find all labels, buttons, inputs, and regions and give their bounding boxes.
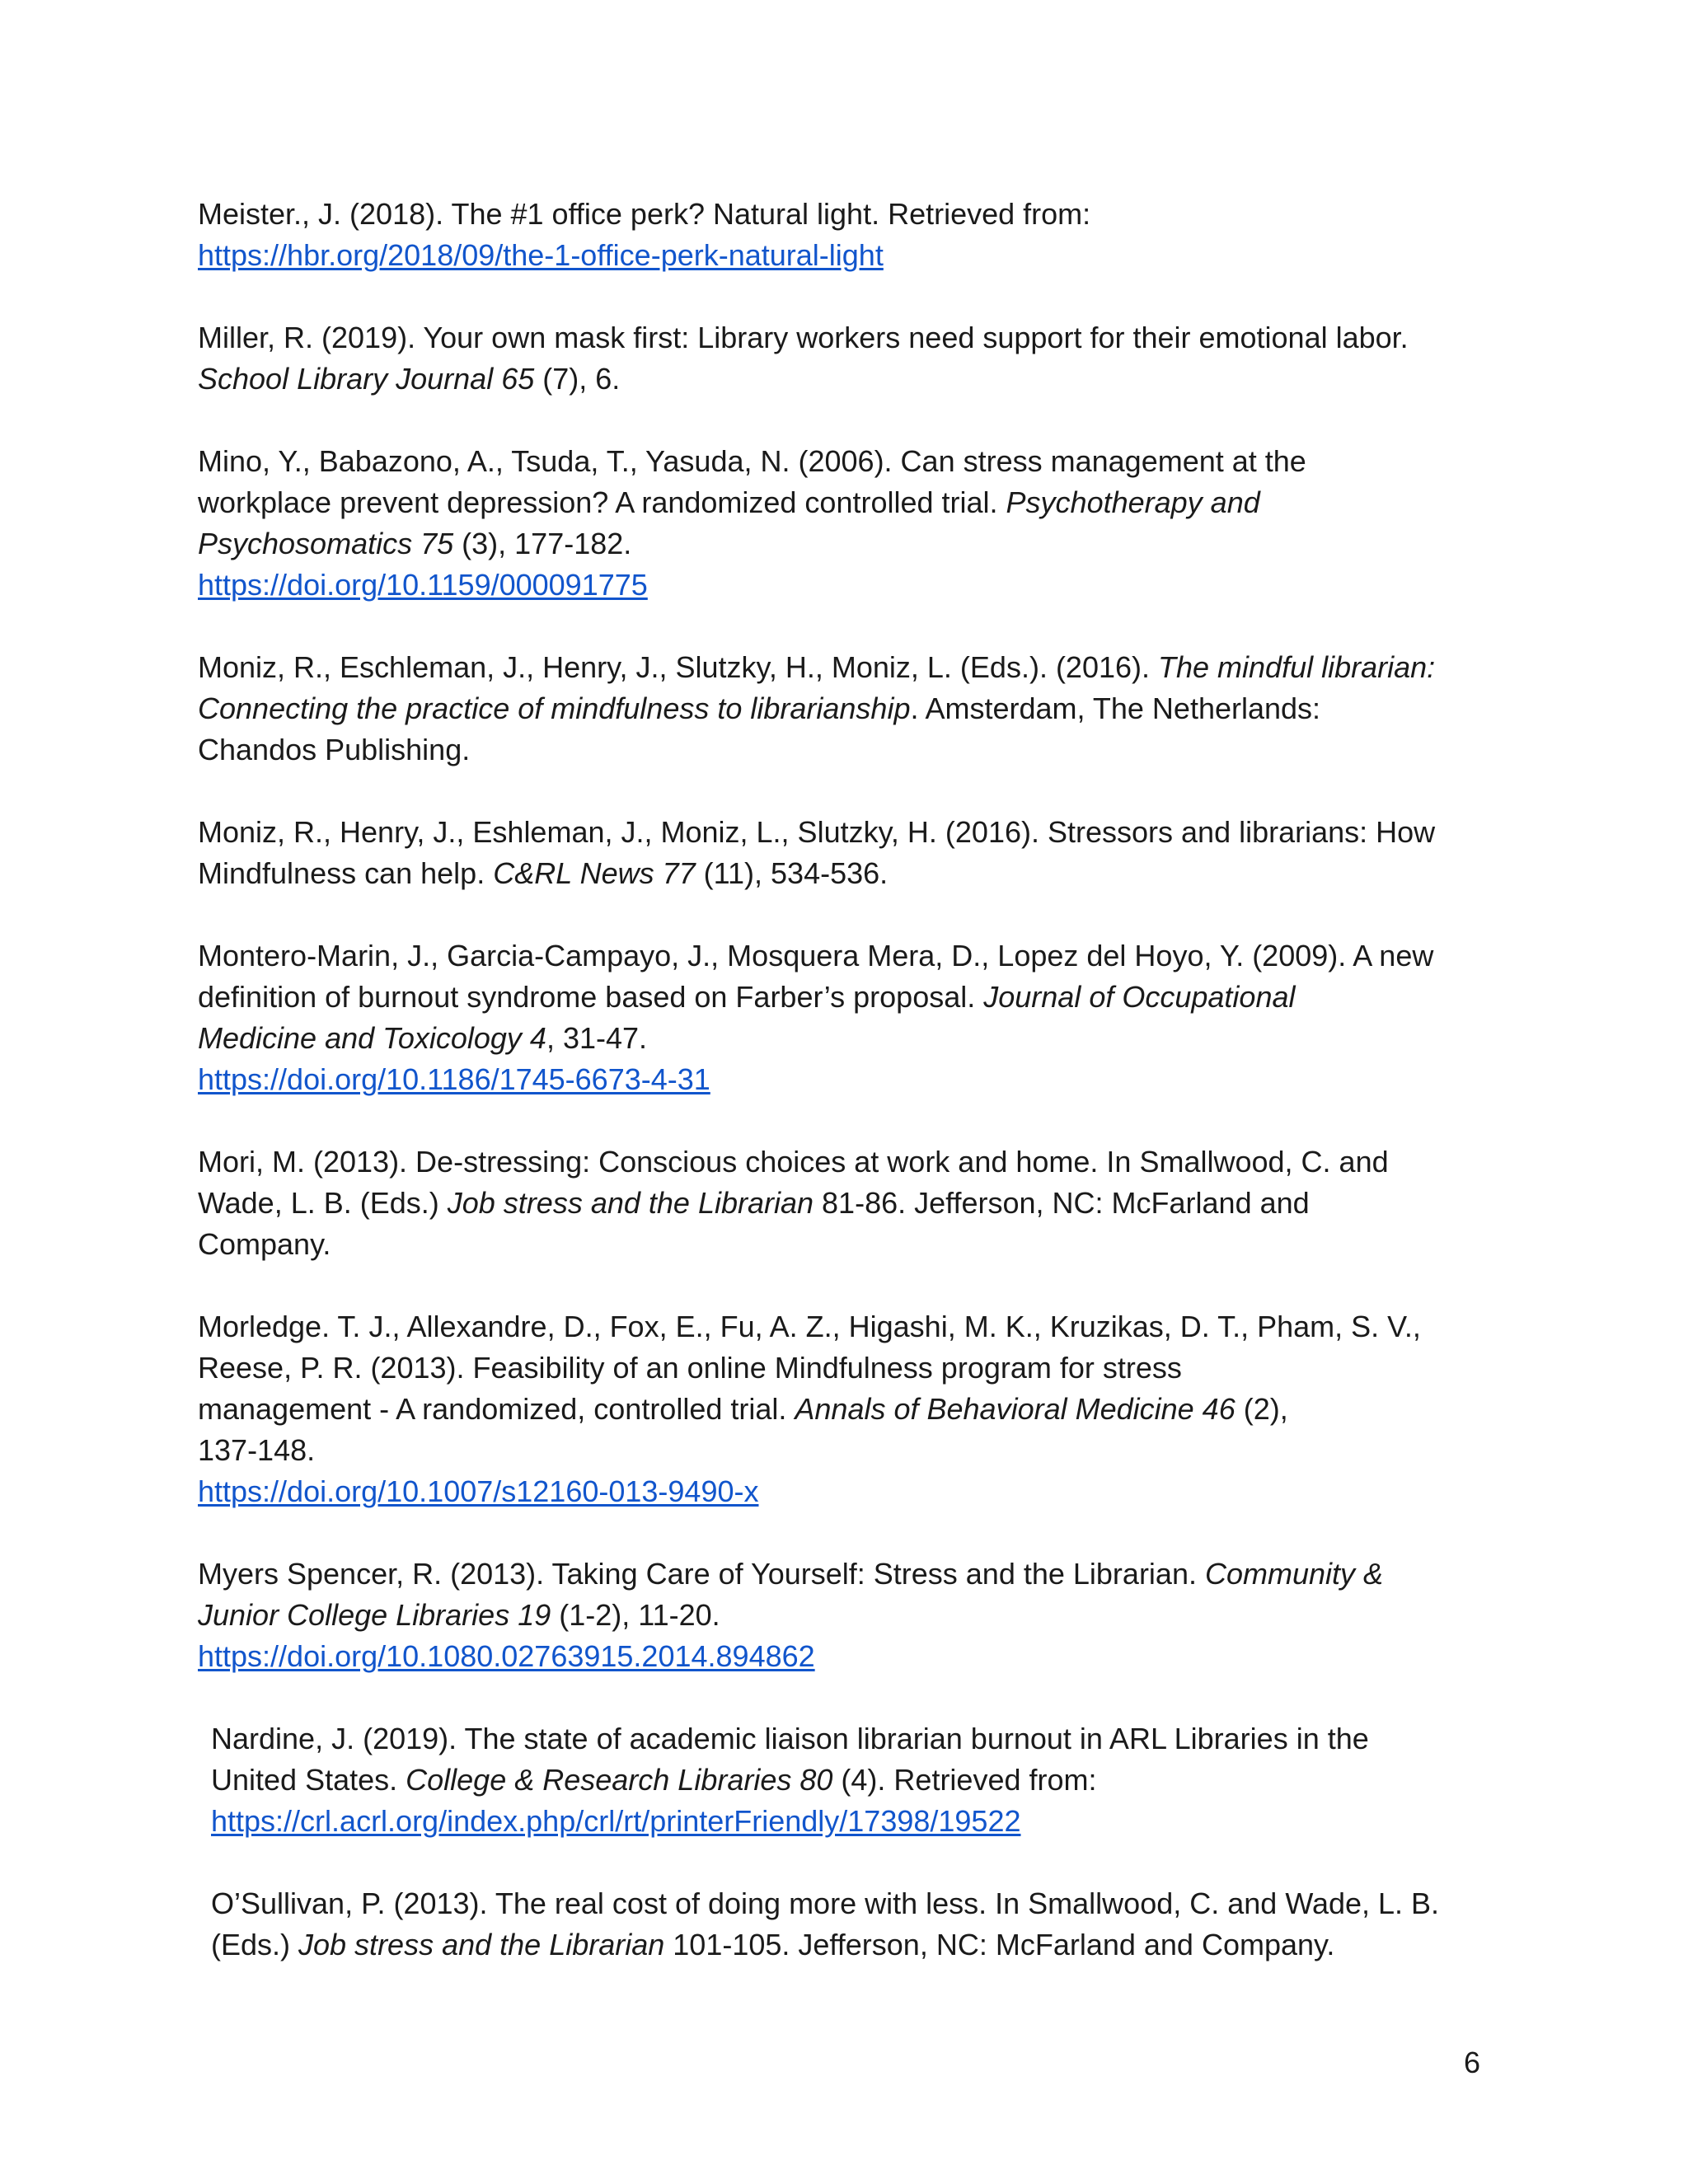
reference-continuation-line bbox=[198, 1389, 1500, 1430]
reference-continuation-line bbox=[198, 977, 1500, 1018]
reference-text: Mindfulness can help. bbox=[198, 856, 494, 890]
reference-continuation-line bbox=[198, 482, 1500, 523]
reference-text: management - A randomized, controlled trial. bbox=[198, 1392, 795, 1426]
reference-text: 81-86. Jefferson, NC: McFarland and bbox=[814, 1186, 1310, 1220]
reference-link[interactable]: https://doi.org/10.1159/000091775 bbox=[198, 568, 648, 602]
reference-text: United States. bbox=[211, 1763, 406, 1797]
reference-list bbox=[198, 194, 1500, 2007]
reference-italic-title: Connecting the practice of mindfulness to librarianship bbox=[198, 691, 911, 725]
reference-text: (3), 177-182. bbox=[453, 527, 632, 560]
reference-text: (11), 534-536. bbox=[695, 856, 889, 890]
reference-continuation-line bbox=[211, 1760, 1500, 1801]
reference-text: Reese, P. R. (2013). Feasibility of an online Mindfulness program for stress bbox=[198, 1351, 1182, 1385]
reference-continuation-line bbox=[211, 1801, 1500, 1842]
reference-text: Mino, Y., Babazono, A., Tsuda, T., Yasuda, N. (2006). Can stress management at the bbox=[198, 444, 1306, 478]
reference-entry bbox=[198, 441, 1500, 606]
reference-entry bbox=[211, 1718, 1500, 1842]
reference-italic-title: Journal of Occupational bbox=[983, 980, 1296, 1014]
reference-italic-title: C&RL News 77 bbox=[493, 856, 696, 890]
reference-first-line bbox=[198, 194, 1500, 235]
reference-text: . Amsterdam, The Netherlands: bbox=[910, 691, 1321, 725]
reference-text: workplace prevent depression? A randomized controlled trial. bbox=[198, 485, 1006, 519]
reference-continuation-line bbox=[198, 1595, 1500, 1636]
reference-italic-title: The mindful librarian: bbox=[1158, 650, 1436, 684]
page-number: 6 bbox=[1464, 2046, 1481, 2079]
reference-link[interactable]: https://doi.org/10.1007/s12160-013-9490-x bbox=[198, 1474, 759, 1508]
reference-text: (4). Retrieved from: bbox=[832, 1763, 1097, 1797]
reference-first-line bbox=[198, 812, 1500, 853]
reference-first-line bbox=[198, 441, 1500, 482]
reference-continuation-line bbox=[198, 565, 1500, 606]
reference-entry bbox=[198, 647, 1500, 771]
reference-italic-title: Job stress and the Librarian bbox=[298, 1928, 665, 1961]
reference-italic-title: Job stress and the Librarian bbox=[447, 1186, 814, 1220]
reference-text: 101-105. Jefferson, NC: McFarland and Company. bbox=[664, 1928, 1335, 1961]
reference-text: (1-2), 11-20. bbox=[551, 1598, 720, 1632]
reference-continuation-line bbox=[198, 1471, 1500, 1512]
reference-entry bbox=[198, 1141, 1500, 1265]
reference-continuation-line bbox=[198, 1636, 1500, 1677]
reference-text: Chandos Publishing. bbox=[198, 733, 471, 766]
reference-entry bbox=[198, 1554, 1500, 1677]
reference-first-line bbox=[198, 1141, 1500, 1183]
reference-text: Company. bbox=[198, 1227, 331, 1261]
reference-continuation-line bbox=[198, 523, 1500, 565]
reference-continuation-line bbox=[198, 235, 1500, 276]
reference-italic-title: Psychosomatics 75 bbox=[198, 527, 454, 560]
reference-first-line bbox=[198, 1306, 1500, 1347]
reference-continuation-line bbox=[198, 729, 1500, 771]
reference-entry bbox=[211, 1883, 1500, 1966]
reference-italic-title: College & Research Libraries 80 bbox=[406, 1763, 833, 1797]
reference-link[interactable]: https://crl.acrl.org/index.php/crl/rt/printerFriendly/17398/19522 bbox=[211, 1804, 1021, 1838]
reference-text: Morledge. T. J., Allexandre, D., Fox, E., Fu, A. Z., Higashi, M. K., Kruzikas, D. T., Pham, S. V., bbox=[198, 1310, 1421, 1343]
reference-continuation-line bbox=[198, 1430, 1500, 1471]
reference-italic-title: Annals of Behavioral Medicine 46 bbox=[795, 1392, 1236, 1426]
reference-link[interactable]: https://doi.org/10.1186/1745-6673-4-31 bbox=[198, 1062, 710, 1096]
reference-text: Montero-Marin, J., Garcia-Campayo, J., Mosquera Mera, D., Lopez del Hoyo, Y. (2009). A new bbox=[198, 939, 1434, 972]
reference-link[interactable]: https://doi.org/10.1080.02763915.2014.894862 bbox=[198, 1639, 815, 1673]
reference-continuation-line bbox=[198, 853, 1500, 894]
reference-continuation-line bbox=[211, 1924, 1500, 1966]
reference-text: Mori, M. (2013). De-stressing: Conscious choices at work and home. In Smallwood, C. and bbox=[198, 1145, 1389, 1179]
reference-first-line bbox=[198, 317, 1500, 359]
reference-text: Meister., J. (2018). The #1 office perk? Natural light. Retrieved from: bbox=[198, 197, 1091, 231]
reference-first-line bbox=[211, 1718, 1500, 1760]
reference-first-line bbox=[198, 647, 1500, 688]
reference-text: , 31-47. bbox=[546, 1021, 648, 1055]
reference-text: definition of burnout syndrome based on Farber’s proposal. bbox=[198, 980, 984, 1014]
reference-text: Moniz, R., Eschleman, J., Henry, J., Slutzky, H., Moniz, L. (Eds.). (2016). bbox=[198, 650, 1159, 684]
reference-continuation-line bbox=[198, 1059, 1500, 1100]
reference-text: (7), 6. bbox=[534, 362, 621, 396]
reference-italic-title: Junior College Libraries 19 bbox=[198, 1598, 551, 1632]
reference-continuation-line bbox=[198, 1018, 1500, 1059]
reference-text: Wade, L. B. (Eds.) bbox=[198, 1186, 448, 1220]
reference-text: Moniz, R., Henry, J., Eshleman, J., Moniz, L., Slutzky, H. (2016). Stressors and librarians: How bbox=[198, 815, 1436, 849]
reference-italic-title: Medicine and Toxicology 4 bbox=[198, 1021, 546, 1055]
reference-first-line bbox=[211, 1883, 1500, 1924]
reference-entry bbox=[198, 1306, 1500, 1512]
reference-text: (Eds.) bbox=[211, 1928, 299, 1961]
reference-text: (2), bbox=[1235, 1392, 1288, 1426]
reference-first-line bbox=[198, 1554, 1500, 1595]
reference-italic-title: School Library Journal 65 bbox=[198, 362, 535, 396]
reference-continuation-line bbox=[198, 1347, 1500, 1389]
reference-link[interactable]: https://hbr.org/2018/09/the-1-office-perk-natural-light bbox=[198, 238, 884, 272]
reference-text: Myers Spencer, R. (2013). Taking Care of Yourself: Stress and the Librarian. bbox=[198, 1557, 1205, 1591]
reference-entry bbox=[198, 812, 1500, 894]
reference-entry bbox=[198, 317, 1500, 400]
reference-text: 137-148. bbox=[198, 1433, 316, 1467]
reference-first-line bbox=[198, 935, 1500, 977]
reference-continuation-line bbox=[198, 1224, 1500, 1265]
reference-continuation-line bbox=[198, 1183, 1500, 1224]
reference-italic-title: Community & bbox=[1204, 1557, 1384, 1591]
reference-continuation-line bbox=[198, 688, 1500, 729]
reference-entry bbox=[198, 194, 1500, 276]
reference-text: Miller, R. (2019). Your own mask first: Library workers need support for their emotional labor. bbox=[198, 321, 1409, 354]
reference-text: O’Sullivan, P. (2013). The real cost of doing more with less. In Smallwood, C. and Wade, L. B. bbox=[211, 1886, 1440, 1920]
reference-text: Nardine, J. (2019). The state of academic liaison librarian burnout in ARL Libraries in the bbox=[211, 1722, 1369, 1755]
reference-continuation-line bbox=[198, 359, 1500, 400]
reference-italic-title: Psychotherapy and bbox=[1006, 485, 1260, 519]
reference-entry bbox=[198, 935, 1500, 1100]
